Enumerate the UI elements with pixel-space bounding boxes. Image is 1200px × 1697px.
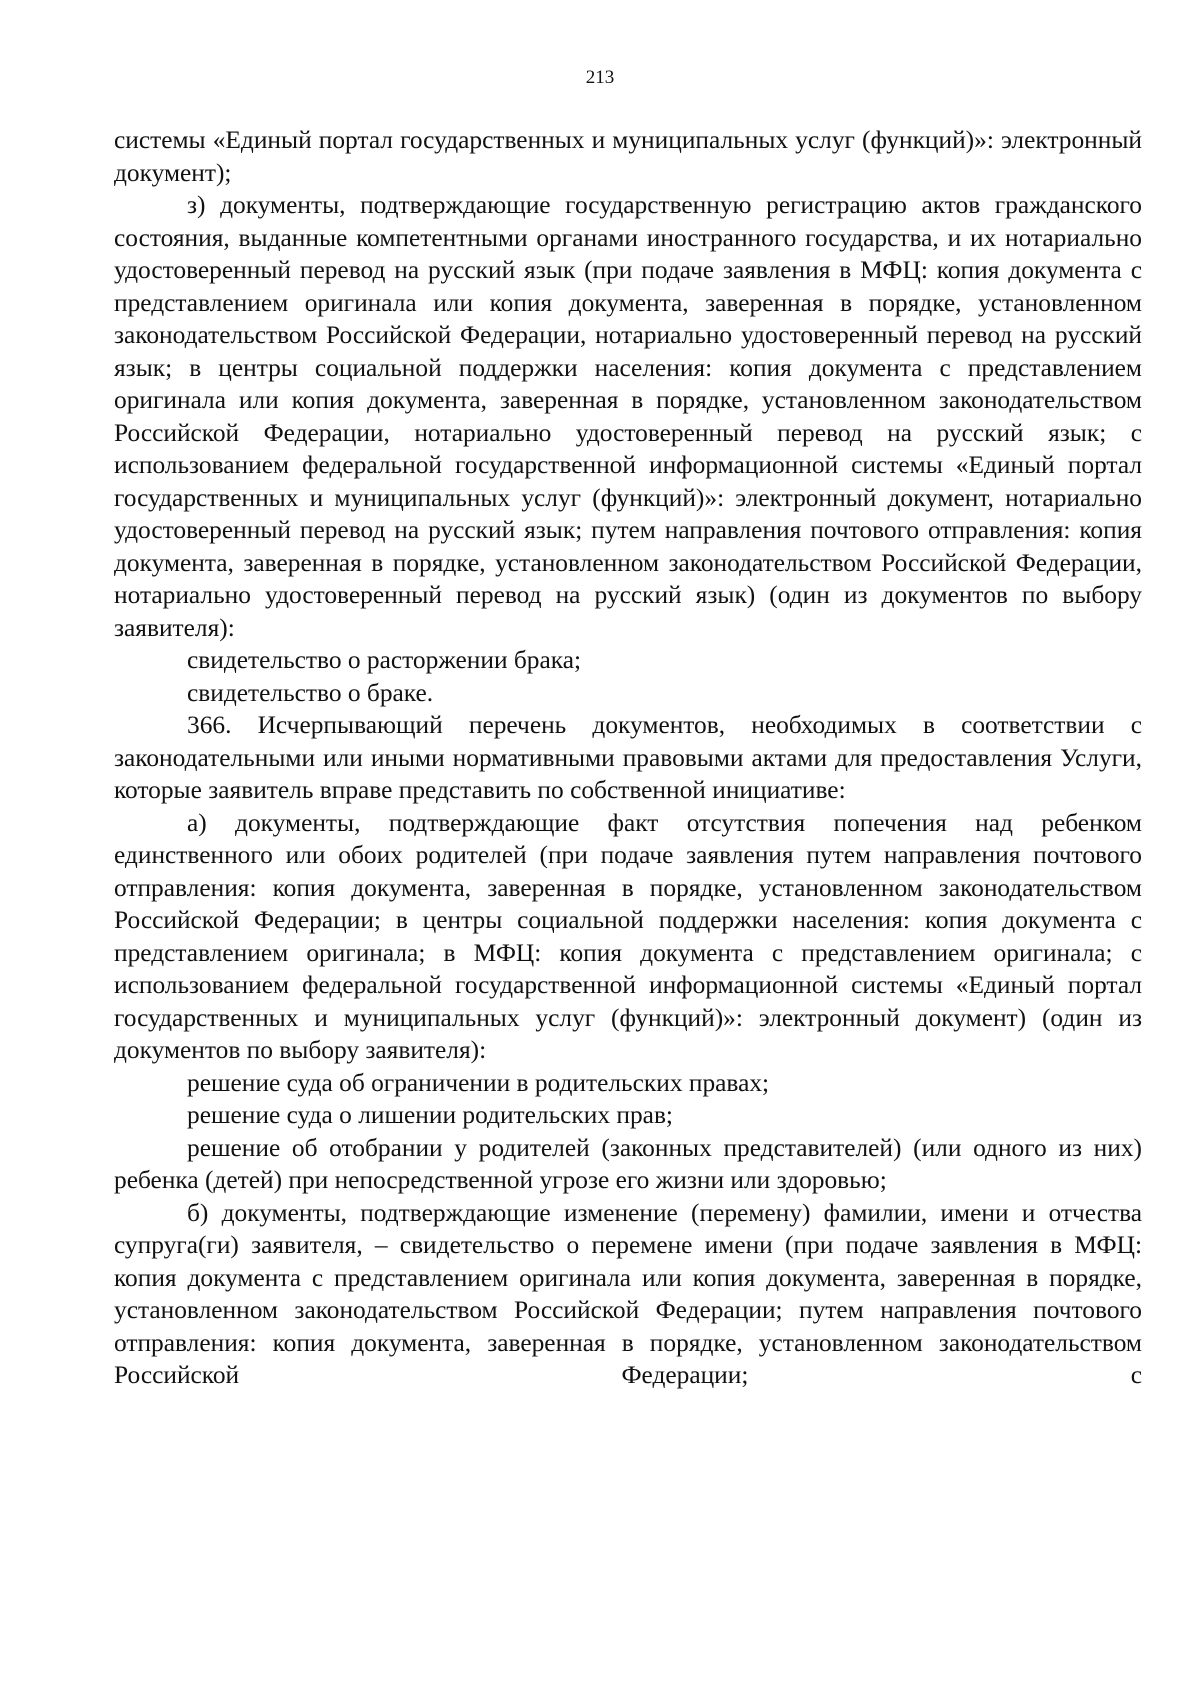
page-number: 213 xyxy=(585,67,615,88)
paragraph-item-b: б) документы, подтверждающие изменение (перемену) фамилии, имени и отчества супруга(ги) заявителя, – свидетельство о перемене имени (при подаче заявления в МФЦ: копия документа с представлением оригинала или копия документа, заверенная в порядке, установленном законодательством Российской Федерации; путем направления почтового отправления: копия документа, заверенная в порядке, установленном законодательством Российской Федерации; с xyxy=(114,1198,1142,1389)
paragraph-continuation: системы «Единый портал государственных и муниципальных услуг (функций)»: электронный документ); xyxy=(114,126,1142,187)
paragraph-item-z: з) документы, подтверждающие государственную регистрацию актов гражданского состояния, выданные компетентными органами иностранного государства, и их нотариально удостоверенный перевод на русский язык (при подаче заявления в МФЦ: копия документа с представлением оригинала или копия документа, заверенная в порядке, установленном законодательством Российской Федерации, нотариально удостоверенный перевод на русский язык; в центры социальной поддержки населения: копия документа с представлением оригинала или копия документа, заверенная в порядке, установленном законодательством Российской Федерации, нотариально удостоверенный перевод на русский язык; с использованием федеральной государственной информационной системы «Единый портал государственных и муниципальных услуг (функций)»: электронный документ, нотариально удостоверенный перевод на русский язык; путем направления почтового отправления: копия документа, заверенная в порядке, установленном законодательством Российской Федерации, нотариально удостоверенный перевод на русский язык) (один из документов по выбору заявителя): xyxy=(114,191,1142,642)
paragraph-item-a: а) документы, подтверждающие факт отсутствия попечения над ребенком единственного или обоих родителей (при подаче заявления путем направления почтового отправления: копия документа, заверенная в порядке, установленном законодательством Российской Федерации; в центры социальной поддержки населения: копия документа с представлением оригинала; в МФЦ: копия документа с представлением оригинала; с использованием федеральной государственной информационной системы «Единый портал государственных и муниципальных услуг (функций)»: электронный документ) (один из документов по выбору заявителя): xyxy=(114,808,1142,1064)
list-item-court-deprivation: решение суда о лишении родительских прав; xyxy=(187,1101,673,1129)
list-item-child-removal: решение об отобрании у родителей (законных представителей) (или одного из них) ребенка (детей) при непосредственной угрозе его жизни или здоровью; xyxy=(114,1133,1142,1194)
list-item-marriage-certificate: свидетельство о браке. xyxy=(187,678,434,707)
document-body xyxy=(114,124,1142,1392)
paragraph-366: 366. Исчерпывающий перечень документов, необходимых в соответствии с законодательными или иными нормативными правовыми актами для предоставления Услуги, которые заявитель вправе представить по собственной инициативе: xyxy=(114,711,1142,804)
list-item-divorce-certificate: свидетельство о расторжении брака; xyxy=(187,646,582,674)
list-item-court-restriction: решение суда об ограничении в родительских правах; xyxy=(187,1068,770,1097)
